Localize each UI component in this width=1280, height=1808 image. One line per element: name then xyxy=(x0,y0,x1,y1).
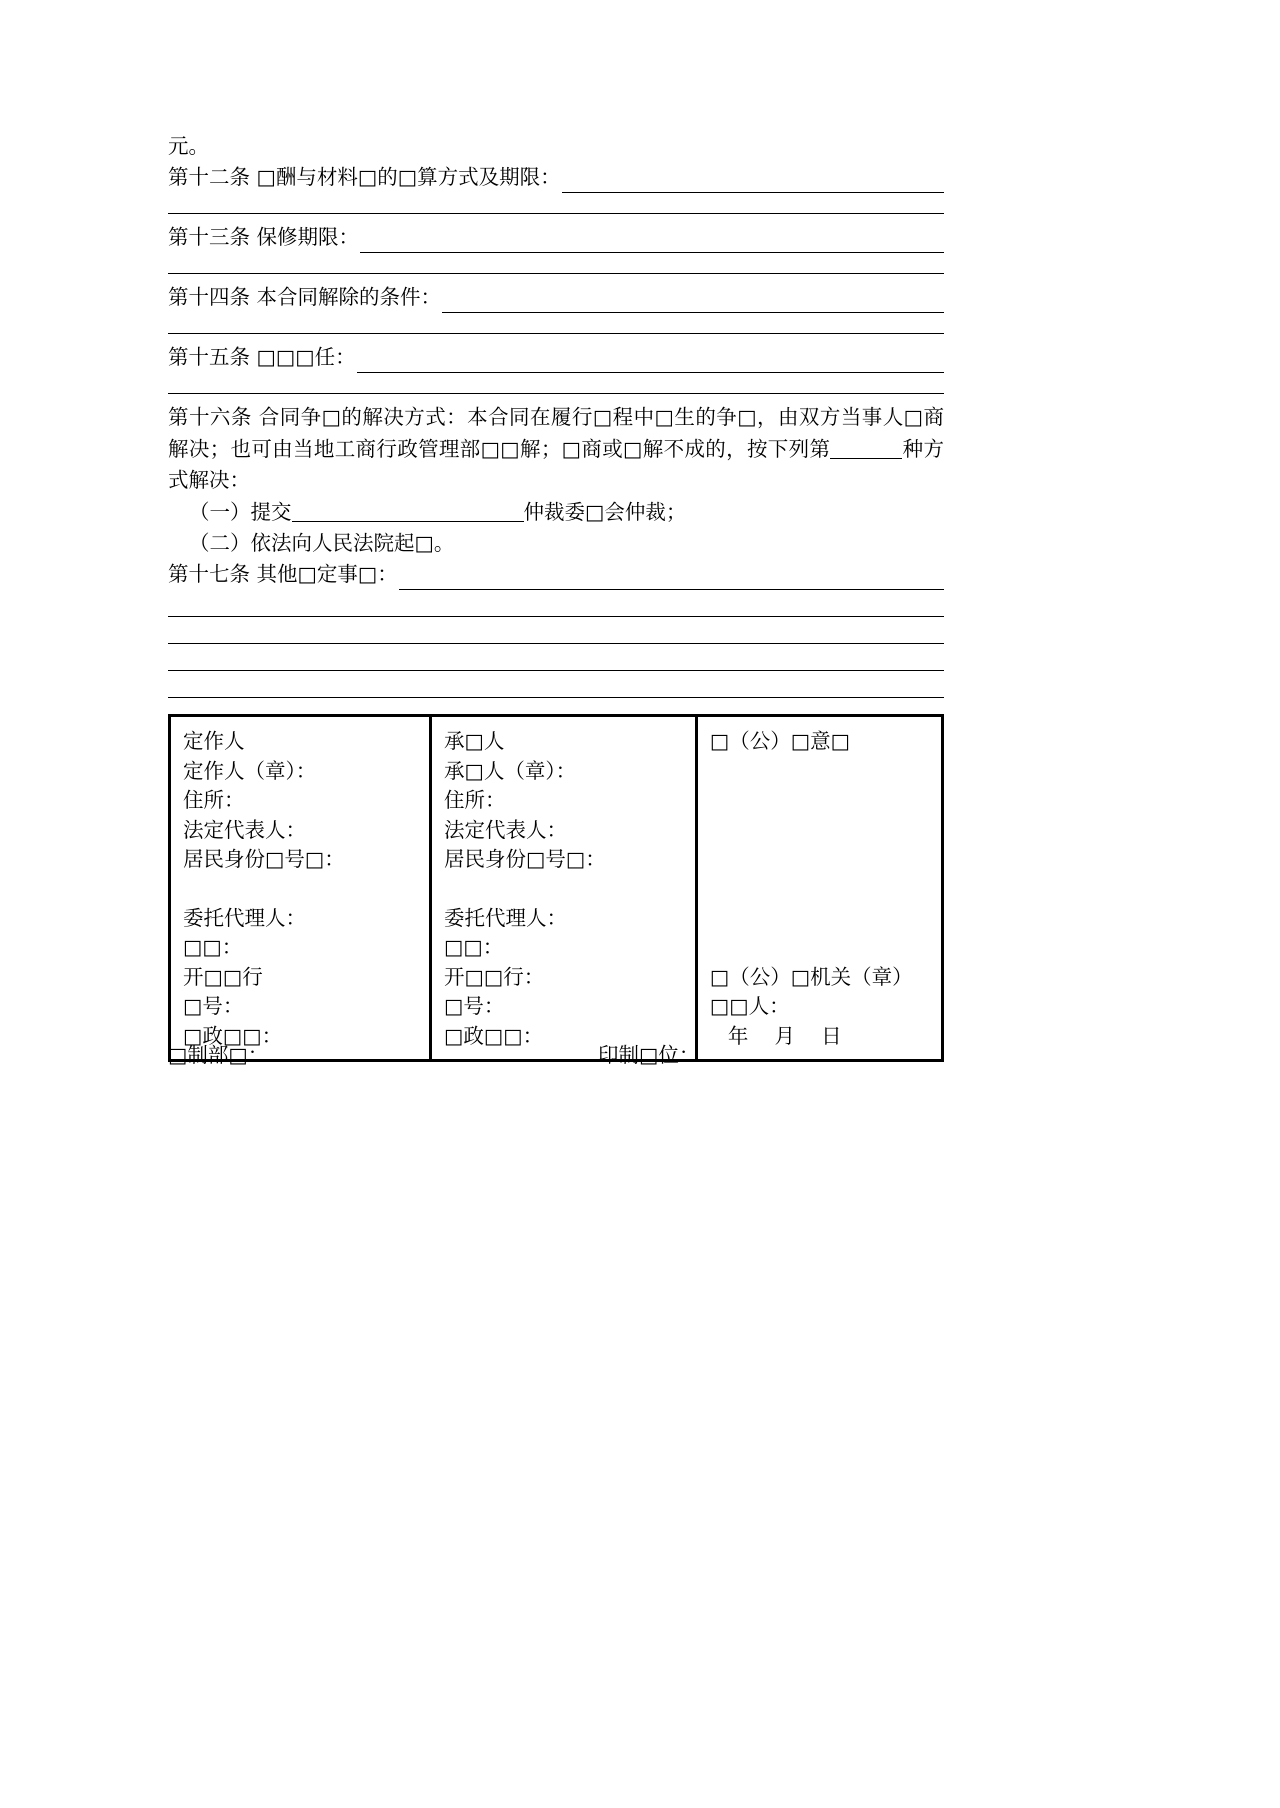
clause-16-option-blank[interactable] xyxy=(830,439,902,459)
party-b-agent-label[interactable]: 委托代理人： xyxy=(443,905,567,930)
clause-16-option-2 xyxy=(168,528,944,559)
clause-12 xyxy=(168,162,944,193)
authority-opinion-label: □（公）□意□ xyxy=(709,729,851,753)
clause-13-label: 第十三条 保修期限： xyxy=(168,225,360,249)
date-day-label: 日 xyxy=(821,1023,842,1048)
document-body xyxy=(168,131,944,698)
clause-16-text-after: 种方式解决： xyxy=(168,436,944,492)
party-a-agent-label[interactable]: 委托代理人： xyxy=(183,905,306,930)
party-a-seal-label[interactable]: 定作人（章）： xyxy=(183,758,317,783)
clause-17-label: 第十七条 其他□定事□： xyxy=(168,561,398,586)
clause-16-arbitration-blank[interactable] xyxy=(292,502,524,522)
clause-14-label: 第十四条 本合同解除的条件： xyxy=(168,285,442,309)
date-month-label: 月 xyxy=(774,1023,795,1048)
clause-16-option-1-prefix: （一）提交 xyxy=(189,499,292,524)
clause-15-blank[interactable] xyxy=(357,351,944,373)
party-a-spacer xyxy=(183,875,429,904)
date-year-label: 年 xyxy=(727,1023,749,1048)
clause-17-blank-line-5[interactable] xyxy=(168,697,944,698)
clause-13 xyxy=(168,222,944,253)
document-footer xyxy=(168,1040,944,1070)
authority-officer-label[interactable]: □□人： xyxy=(709,994,790,1018)
signature-column-authority xyxy=(698,717,941,1059)
carryover-text: 元。 xyxy=(168,134,209,158)
clause-17-blank[interactable] xyxy=(399,568,944,590)
clause-16-text-before: 第十六条 合同争□的解决方式：本合同在履行□程中□生的争□，由双方当事人□商解决；也可由当地工商行政管理部□□解；□商或□解不成的，按下列第 xyxy=(168,405,944,461)
print-unit-label: 印制□位： xyxy=(598,1043,700,1067)
authority-seal-block xyxy=(710,963,935,1052)
signature-table xyxy=(168,714,944,1062)
party-b-seal-label[interactable]: 承□人（章）： xyxy=(443,758,577,783)
party-b-legal-rep-label[interactable]: 法定代表人： xyxy=(443,817,567,842)
party-a-title: 定作人 xyxy=(183,729,245,753)
party-a-phone-label[interactable]: □□： xyxy=(183,935,243,959)
signature-column-party-a xyxy=(171,717,432,1059)
authority-seal-label[interactable]: □（公）□机关（章） xyxy=(709,964,913,989)
clause-16-option-2-prefix: （二）依法向人民法院起□。 xyxy=(189,530,455,555)
clause-13-blank[interactable] xyxy=(360,231,944,253)
party-b-id-number-label[interactable]: 居民身份□号□： xyxy=(443,847,606,871)
party-b-title: 承□人 xyxy=(443,729,505,753)
clause-14-blank[interactable] xyxy=(442,291,944,313)
clause-12-label: 第十二条 □酬与材料□的□算方式及期限： xyxy=(168,165,561,189)
signature-column-party-b xyxy=(432,717,698,1059)
party-a-id-number-label[interactable]: 居民身份□号□： xyxy=(183,847,345,871)
clause-15-label: 第十五条 □□□任： xyxy=(168,345,356,369)
party-b-postcode-label[interactable]: □政□□： xyxy=(443,1023,544,1048)
clause-17 xyxy=(168,559,944,590)
clause-12-blank[interactable] xyxy=(562,171,944,193)
party-a-postcode-label[interactable]: □政□□： xyxy=(183,1023,283,1048)
party-a-bank-label[interactable]: 开□□行 xyxy=(183,964,263,989)
party-a-address-label[interactable]: 住所： xyxy=(183,788,245,812)
party-b-account-label[interactable]: □号： xyxy=(443,994,505,1018)
party-b-phone-label[interactable]: □□： xyxy=(443,935,504,959)
clause-16 xyxy=(168,402,944,497)
print-department-label: □制部□： xyxy=(168,1043,269,1067)
clause-16-option-1 xyxy=(168,497,944,528)
party-b-spacer xyxy=(444,875,695,904)
clause-16-option-1-suffix: 仲裁委□会仲裁； xyxy=(523,499,687,524)
party-b-bank-label[interactable]: 开□□行： xyxy=(443,964,545,989)
party-b-address-label[interactable]: 住所： xyxy=(443,788,506,812)
party-a-legal-rep-label[interactable]: 法定代表人： xyxy=(183,817,306,842)
party-a-account-label[interactable]: □号： xyxy=(183,994,244,1018)
clause-14 xyxy=(168,282,944,313)
clause-15 xyxy=(168,342,944,373)
